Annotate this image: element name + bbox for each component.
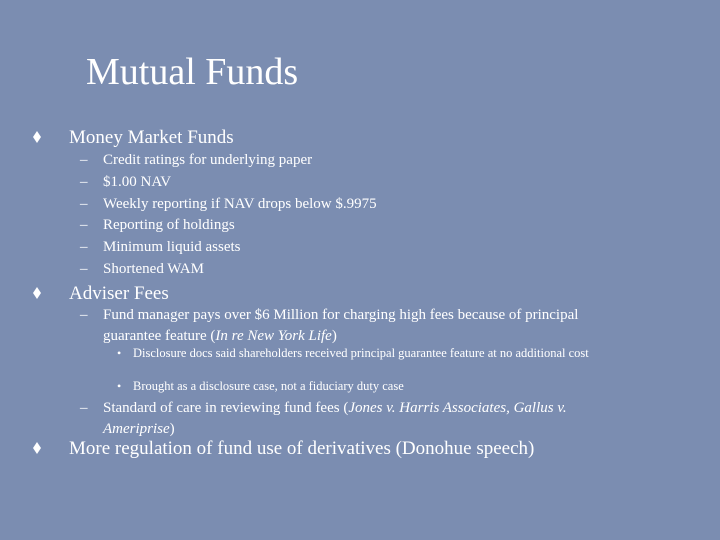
bullet-adviser-fees: Adviser Fees <box>69 283 169 304</box>
dash-marker: – <box>80 307 88 323</box>
dash-marker: – <box>80 174 88 190</box>
dot-marker: • <box>117 379 122 393</box>
case-citation: Jones v. Harris Associates, Gallus v. Ameriprise <box>103 400 567 437</box>
subitem-text-end: ) <box>169 421 175 437</box>
subitem-text: Fund manager pays over $6 Million for charging high fees because of principal guarantee feature ( <box>103 307 579 344</box>
dash-marker: – <box>80 217 88 233</box>
subitem-fund-manager-pays <box>103 305 593 347</box>
diamond-bullet-icon <box>30 286 44 300</box>
subsubitem-disclosure-docs: Disclosure docs said shareholders received principal guarantee feature at no additional cost <box>133 346 589 360</box>
case-citation: In re New York Life <box>215 328 332 344</box>
dash-marker: – <box>80 196 88 212</box>
dash-marker: – <box>80 400 88 416</box>
dash-marker: – <box>80 152 88 168</box>
bullet-money-market-funds: Money Market Funds <box>69 127 234 148</box>
subitem-shortened-wam: Shortened WAM <box>103 261 204 277</box>
subsubitem-brought-as-disclosure: Brought as a disclosure case, not a fiduciary duty case <box>133 379 404 393</box>
diamond-bullet-icon <box>30 130 44 144</box>
bullet-more-regulation: More regulation of fund use of derivatives (Donohue speech) <box>69 438 535 459</box>
subitem-reporting-holdings: Reporting of holdings <box>103 217 235 233</box>
subitem-nav: $1.00 NAV <box>103 174 172 190</box>
subitem-minimum-liquid-assets: Minimum liquid assets <box>103 239 241 255</box>
subitem-standard-of-care <box>103 398 633 440</box>
subitem-credit-ratings: Credit ratings for underlying paper <box>103 152 313 168</box>
subitem-text: Standard of care in reviewing fund fees ( <box>103 400 349 416</box>
dot-marker: • <box>117 346 122 360</box>
diamond-bullet-icon <box>30 441 44 455</box>
dash-marker: – <box>80 261 88 277</box>
dash-marker: – <box>80 239 88 255</box>
subitem-text-end: ) <box>331 328 337 344</box>
slide-title: Mutual Funds <box>86 51 299 93</box>
subitem-weekly-reporting: Weekly reporting if NAV drops below $.9975 <box>103 196 377 212</box>
